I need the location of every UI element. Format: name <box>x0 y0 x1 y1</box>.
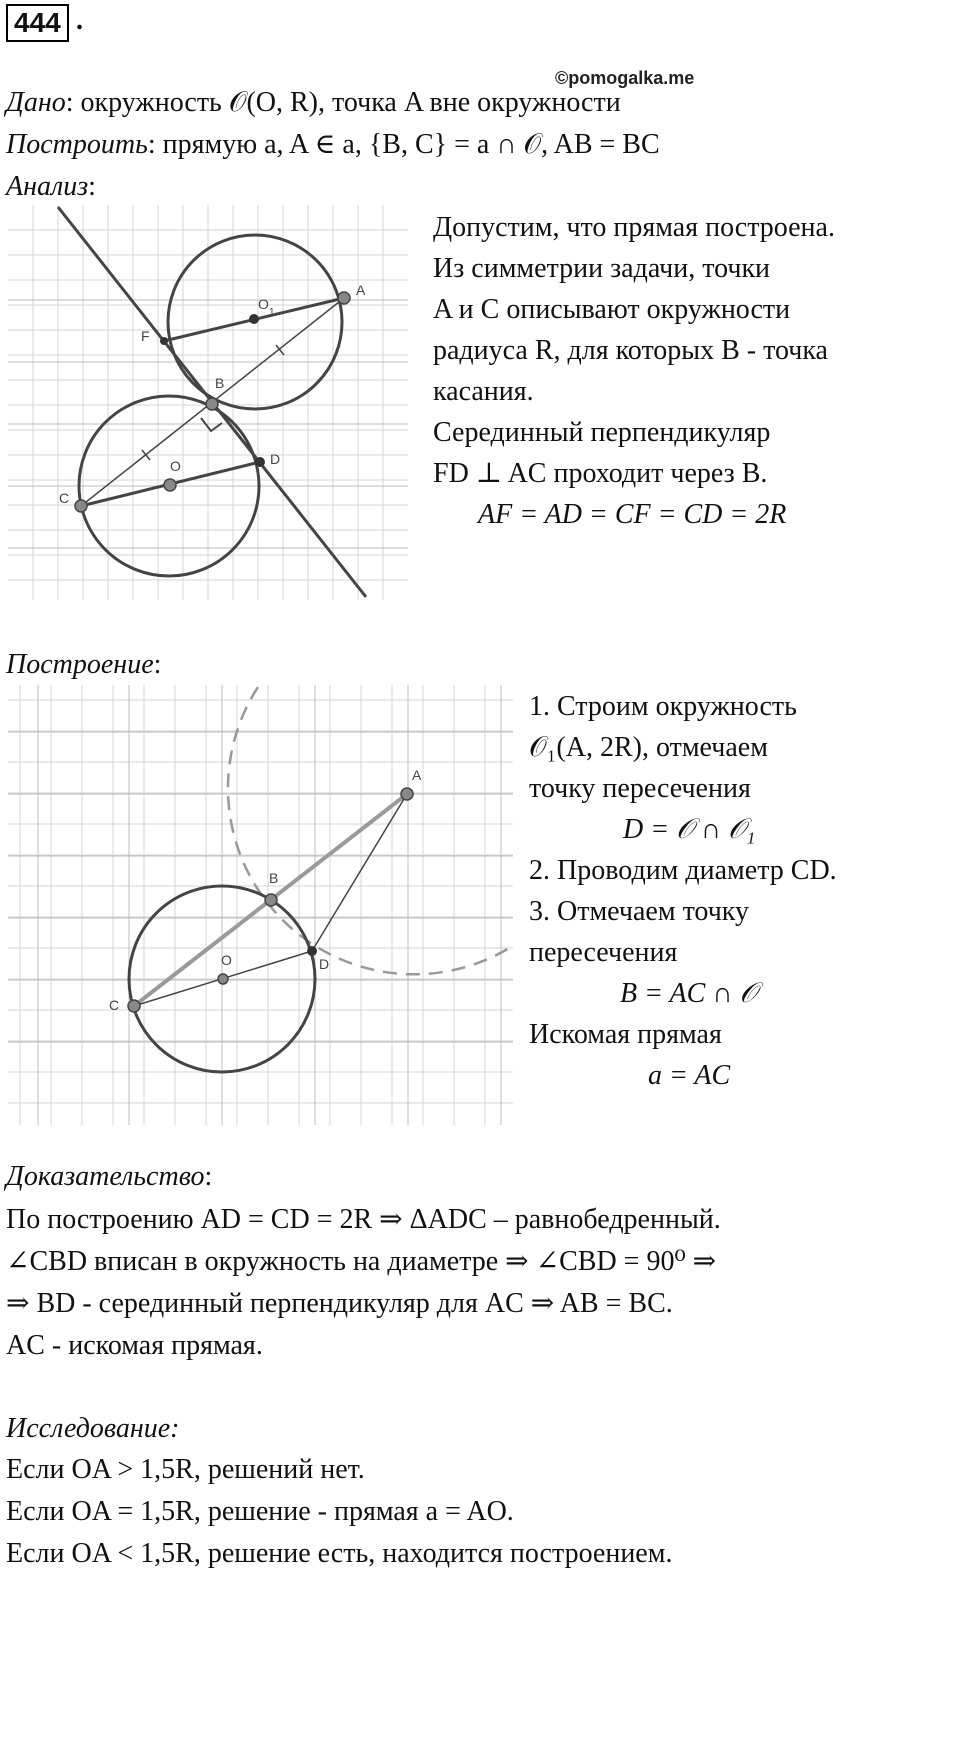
analysis-line-4: радиуса R, для которых B - точка <box>433 335 828 366</box>
point-o1 <box>249 314 259 324</box>
analysis-line-6: Серединный перпендикуляр <box>433 417 771 448</box>
analysis-line-7: FD ⊥ AC проходит через B. <box>433 458 768 489</box>
given-label: Дано <box>6 87 66 118</box>
point-o <box>164 479 176 491</box>
label-c: C <box>109 997 120 1013</box>
label-b: B <box>269 870 279 886</box>
analysis-label: Анализ <box>6 171 89 202</box>
construction-line-3: точку пересечения <box>529 773 751 804</box>
given-line <box>6 86 621 120</box>
segment-ad <box>312 794 407 951</box>
construction-line-1: 1. Строим окружность <box>529 691 797 722</box>
construction-line-6: 3. Отмечаем точку <box>529 896 749 927</box>
construct-line <box>6 128 660 162</box>
watermark: ©pomogalka.me <box>555 68 695 88</box>
construction-colon: : <box>153 649 162 680</box>
label-o1: O <box>258 296 269 312</box>
given-text: : окружность 𝒪(O, R), точка A вне окружности <box>65 87 621 118</box>
point-d <box>307 946 317 956</box>
point-c <box>128 1000 140 1012</box>
proof-line-3: ⇒ BD - серединный перпендикуляр для AC ⇒ AB = BC. <box>6 1288 673 1319</box>
point-b <box>206 398 218 410</box>
label-o: O <box>221 952 232 968</box>
point-a <box>338 292 350 304</box>
point-o <box>218 974 228 984</box>
point-c <box>75 500 87 512</box>
construction-line-4: D = 𝒪 ∩ 𝒪₁ <box>623 814 756 845</box>
construct-label: Построить <box>6 129 148 160</box>
analysis-line-2: Из симметрии задачи, точки <box>433 253 771 284</box>
construction-grid-major <box>8 685 513 1125</box>
construction-line-2: 𝒪₁(A, 2R), отмечаем <box>529 732 768 763</box>
label-b: B <box>215 375 225 391</box>
label-a: A <box>412 767 422 783</box>
construct-text: : прямую a, A ∈ a, {B, C} = a ∩ 𝒪, AB = BC <box>147 129 660 160</box>
analysis-heading <box>6 170 96 204</box>
construction-line-8: B = AC ∩ 𝒪 <box>620 978 758 1009</box>
label-o1-sub: 1 <box>269 307 275 318</box>
construction-figure <box>8 685 513 1125</box>
construction-line-10: a = AC <box>648 1060 731 1091</box>
construction-grid <box>8 685 513 1125</box>
analysis-line-5: касания. <box>433 376 534 407</box>
point-a <box>401 788 413 800</box>
proof-line-2: ∠CBD вписан в окружность на диаметре ⇒ ∠CBD = 90⁰ ⇒ <box>6 1246 717 1277</box>
circle-o1-dashed <box>228 687 511 974</box>
proof-heading <box>6 1160 212 1194</box>
proof-line-1: По построению AD = CD = 2R ⇒ ΔADC – равнобедренный. <box>6 1204 721 1235</box>
construction-line-7: пересечения <box>529 937 678 968</box>
label-a: A <box>356 282 366 298</box>
research-line-1: Если OA > 1,5R, решений нет. <box>6 1454 365 1485</box>
label-d: D <box>270 451 281 467</box>
label-f: F <box>141 328 150 344</box>
research-heading: Исследование: <box>6 1413 180 1444</box>
proof-line-4: AC - искомая прямая. <box>6 1330 263 1361</box>
point-b <box>265 894 277 906</box>
point-f <box>160 337 168 345</box>
analysis-line-1: Допустим, что прямая построена. <box>433 212 835 243</box>
point-d <box>255 457 265 467</box>
analysis-colon: : <box>88 171 96 202</box>
research-line-2: Если OA = 1,5R, решение - прямая a = AO. <box>6 1496 514 1527</box>
problem-number: 444 <box>6 4 69 42</box>
construction-label: Построение <box>6 649 154 680</box>
label-o: O <box>170 458 181 474</box>
problem-number-dot: . <box>76 5 83 36</box>
construction-heading <box>6 648 161 682</box>
analysis-line-8: AF = AD = CF = CD = 2R <box>478 499 787 530</box>
label-c: C <box>59 490 70 506</box>
construction-line-5: 2. Проводим диаметр CD. <box>529 855 837 886</box>
analysis-line-3: A и C описывают окружности <box>433 294 791 325</box>
research-line-3: Если OA < 1,5R, решение есть, находится построением. <box>6 1538 673 1569</box>
proof-label: Доказательство <box>6 1161 205 1192</box>
analysis-figure <box>8 205 408 600</box>
proof-colon: : <box>204 1161 213 1192</box>
construction-line-9: Искомая прямая <box>529 1019 722 1050</box>
label-d: D <box>319 956 330 972</box>
